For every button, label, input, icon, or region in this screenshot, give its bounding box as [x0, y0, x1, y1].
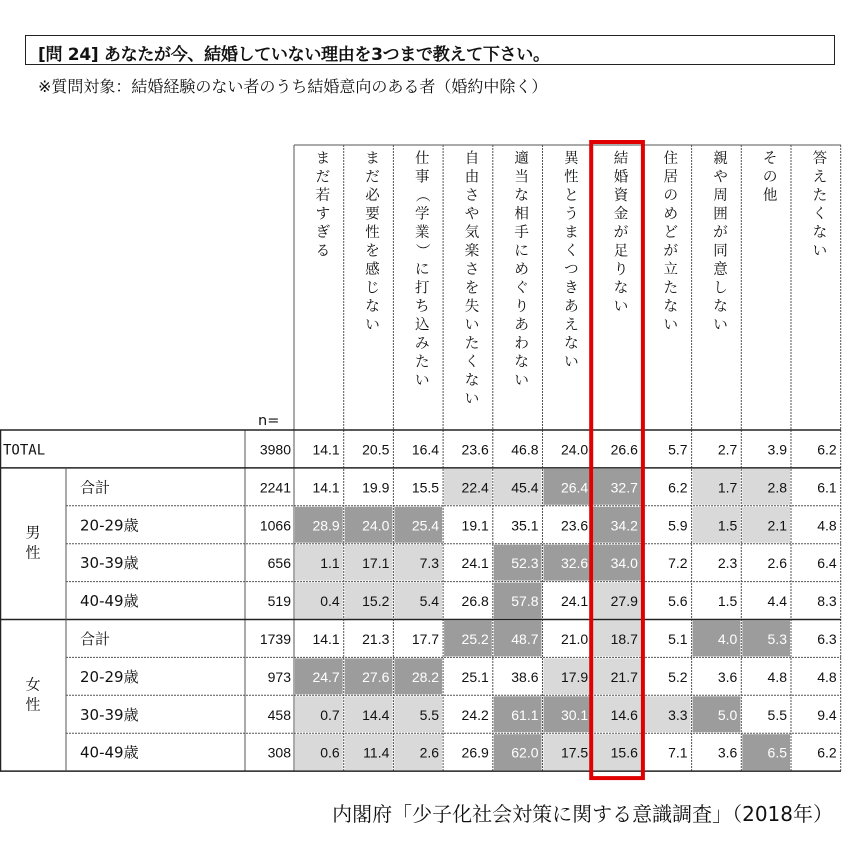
table-cell-value: 5.4 [419, 593, 440, 610]
column-header-char: な [365, 299, 380, 315]
table-cell-value: 8.3 [817, 593, 837, 610]
column-header-char: そ [762, 151, 778, 167]
table-cell-value: 26.9 [461, 744, 489, 761]
column-header-char: な [713, 299, 728, 315]
row-n-value: 2241 [259, 479, 291, 496]
column-header-char: 打 [415, 280, 430, 297]
column-header-char: わ [514, 336, 529, 352]
table-cell-value: 5.2 [668, 668, 688, 685]
table-cell-value: 32.6 [560, 555, 589, 572]
column-header-char: 相 [514, 206, 529, 223]
subject-note: ※質問対象：結婚経験のない者のうち結婚意向のある者（婚約中除く） [38, 77, 548, 96]
column-header-char: 必 [365, 188, 380, 204]
table-cell-value: 25.1 [461, 668, 489, 685]
column-header-char: く [564, 243, 579, 260]
column-header-char: く [812, 206, 828, 223]
column-header-char: い [613, 299, 629, 315]
column-header-char: 自 [464, 151, 480, 167]
table-cell-value: 32.7 [610, 479, 638, 496]
row-n-value: 308 [267, 744, 291, 761]
table-cell-value: 3.9 [767, 441, 787, 458]
column-header-char: さ [464, 262, 480, 278]
column-header-char: が [663, 243, 678, 260]
column-header-char: 性 [365, 225, 380, 241]
column-header-char: な [564, 336, 579, 352]
table-cell-value: 48.7 [511, 630, 539, 647]
table-cell-value: 5.7 [668, 441, 688, 458]
column-header-char: め [514, 262, 529, 278]
table-cell-value: 14.1 [312, 630, 340, 647]
column-header-char: 異 [564, 151, 579, 167]
table-cell-value: 27.6 [362, 668, 390, 685]
table-cell-value: 28.2 [411, 668, 440, 685]
table-cell-value: 1.1 [320, 555, 340, 572]
table-cell-value: 24.1 [560, 593, 589, 610]
table-cell-value: 22.4 [461, 479, 489, 496]
column-header-char: あ [514, 317, 529, 334]
table-cell-value: 2.8 [767, 479, 787, 496]
table-cell-value: 0.6 [320, 744, 340, 761]
table-cell-value: 17.9 [560, 668, 589, 685]
column-header-char: あ [564, 299, 579, 315]
table-cell-value: 6.3 [817, 630, 837, 647]
table-cell-value: 17.5 [560, 744, 589, 761]
table-cell-value: 6.5 [767, 744, 787, 761]
column-header-char: や [713, 169, 728, 186]
column-header-char: に [415, 262, 430, 278]
group-label-char: 性 [25, 695, 41, 714]
table-cell-value: 28.9 [312, 517, 340, 534]
table-cell-value: 17.7 [411, 630, 440, 647]
table-cell-value: 5.3 [767, 630, 787, 647]
row-n-value: 1739 [259, 630, 291, 647]
column-header-char: だ [365, 169, 380, 186]
column-header-char: え [564, 317, 579, 334]
column-header-char: い [663, 317, 678, 334]
column-header-char: す [315, 206, 331, 223]
column-header-char: ぎ [315, 225, 331, 241]
table-cell-value: 6.1 [817, 479, 837, 496]
column-header-char: 手 [514, 225, 529, 241]
table-cell-value: 35.1 [511, 517, 539, 534]
table-cell-value: 21.3 [362, 630, 390, 647]
column-header-char: い [812, 243, 828, 260]
column-header-char: い [464, 391, 480, 408]
column-header-char: み [415, 336, 430, 352]
table-cell-value: 3.3 [668, 706, 688, 723]
table-cell-value: 45.4 [511, 479, 539, 496]
column-header-char: り [613, 262, 629, 278]
column-header-char: な [613, 280, 629, 297]
table-cell-value: 4.8 [767, 668, 787, 685]
row-label: 40-49歳 [80, 743, 139, 762]
table-cell-value: 2.6 [419, 744, 440, 761]
column-header-char: 囲 [713, 206, 728, 223]
table-cell-value: 6.4 [817, 555, 837, 572]
column-header-char: を [464, 280, 480, 297]
column-header-char: や [464, 206, 480, 223]
table-cell-value: 24.0 [362, 517, 390, 534]
table-cell-value: 34.2 [610, 517, 638, 534]
row-label: 20-29歳 [80, 516, 139, 535]
column-header-char: い [564, 354, 579, 371]
column-header-char: 学 [415, 206, 430, 223]
column-header-char: 答 [812, 151, 828, 167]
table-cell-value: 21.7 [610, 668, 638, 685]
column-header-char: き [564, 280, 579, 297]
table-cell-value: 46.8 [511, 441, 539, 458]
row-label: 30-39歳 [80, 705, 139, 724]
column-header-char: ど [663, 225, 678, 241]
column-header-char: 要 [365, 206, 380, 223]
row-label: 20-29歳 [80, 667, 139, 686]
column-header-char: 周 [713, 188, 728, 204]
column-header-char: だ [315, 169, 331, 186]
column-header-char: 金 [613, 206, 629, 223]
group-label-char: 女 [25, 675, 41, 694]
column-header-char: を [365, 243, 380, 260]
table-cell-value: 24.0 [560, 441, 589, 458]
row-n-value: 3980 [259, 441, 291, 458]
column-header-char: え [812, 169, 828, 186]
table-cell-value: 4.0 [717, 630, 738, 647]
table-cell-value: 20.5 [362, 441, 390, 458]
column-header-char: 事 [415, 169, 430, 186]
column-header-char: に [514, 243, 529, 260]
table-cell-value: 15.5 [411, 479, 440, 496]
column-header-char: い [415, 373, 430, 389]
table-cell-value: 0.7 [320, 706, 340, 723]
column-header-char: 仕 [415, 151, 430, 167]
column-header-char: つ [564, 262, 579, 278]
row-n-value: 519 [267, 593, 291, 610]
row-label-total: TOTAL [3, 442, 46, 459]
column-header-char: な [663, 299, 678, 315]
column-header-char: ま [315, 151, 331, 167]
column-header-char: な [514, 188, 529, 204]
table-cell-value: 26.4 [560, 479, 589, 496]
table-cell-value: 25.4 [411, 517, 440, 534]
column-header-char: 足 [613, 243, 629, 260]
table-cell-value: 2.1 [767, 517, 787, 534]
row-label: 合計 [80, 629, 111, 648]
table-cell-value: 6.2 [668, 479, 688, 496]
column-header-char: 由 [464, 169, 480, 186]
column-header-char: い [713, 317, 728, 334]
table-cell-value: 5.0 [717, 706, 738, 723]
group-label-char: 男 [25, 523, 41, 542]
column-header-char: 適 [514, 151, 529, 167]
table-cell-value: 1.7 [717, 479, 738, 496]
column-header-char: と [564, 188, 579, 204]
table-cell-value: 24.2 [461, 706, 489, 723]
table-cell-value: 17.1 [362, 555, 390, 572]
column-header-char: る [315, 243, 331, 260]
column-header-char: 同 [713, 243, 728, 260]
table-cell-value: 19.1 [461, 517, 489, 534]
column-header-char: が [713, 225, 728, 241]
column-header-char: 楽 [464, 243, 480, 260]
table-cell-value: 4.8 [817, 517, 837, 534]
column-header-char: 他 [762, 188, 778, 204]
column-header-char: 業 [415, 225, 430, 241]
column-header-char: 性 [564, 169, 579, 186]
column-header-char: 気 [464, 225, 480, 241]
column-header-char: 婚 [613, 169, 629, 186]
column-header-char: し [713, 280, 728, 297]
column-header-char: の [762, 169, 778, 186]
table-cell-value: 1.5 [717, 593, 738, 610]
table-cell-value: 16.4 [411, 441, 440, 458]
table-cell-value: 34.0 [610, 555, 638, 572]
row-n-value: 1066 [259, 517, 291, 534]
column-header-char: じ [365, 280, 380, 297]
column-header-char: の [663, 188, 678, 204]
table-cell-value: 21.0 [560, 630, 589, 647]
table-cell-value: 2.7 [717, 441, 738, 458]
table-cell-value: 5.6 [668, 593, 688, 610]
column-header-char: ぐ [514, 280, 529, 297]
column-header-char: た [812, 188, 828, 204]
row-n-value: 656 [267, 555, 291, 572]
table-cell-value: 27.9 [610, 593, 638, 610]
column-header-char: 失 [464, 299, 480, 315]
table-cell-value: 7.3 [419, 555, 440, 572]
table-cell-value: 3.6 [717, 668, 738, 685]
table-cell-value: 14.4 [362, 706, 390, 723]
table-cell-value: 11.4 [363, 744, 390, 761]
table-cell-value: 14.1 [312, 479, 340, 496]
column-header-char: な [812, 225, 828, 241]
column-header-char: 結 [613, 151, 629, 167]
column-header-char: い [514, 373, 529, 389]
table-cell-value: 24.7 [312, 668, 340, 685]
row-n-value: 458 [267, 706, 291, 723]
table-cell-value: 24.1 [461, 555, 489, 572]
table-cell-value: 18.7 [610, 630, 638, 647]
table-cell-value: 23.6 [461, 441, 489, 458]
column-header-char: め [663, 206, 678, 223]
table-cell-value: 9.4 [817, 706, 837, 723]
column-header-char: た [415, 354, 430, 371]
column-header-char: が [613, 225, 629, 241]
row-label: 40-49歳 [80, 592, 139, 611]
column-header-char: ） [413, 243, 430, 258]
column-header-char: た [464, 336, 480, 352]
column-header-char: 居 [663, 169, 678, 186]
column-header-char: 資 [613, 188, 629, 204]
column-header-char: （ [413, 187, 430, 203]
group-label-char: 性 [25, 543, 41, 562]
table-cell-value: 5.1 [668, 630, 688, 647]
table-cell-value: 3.6 [717, 744, 738, 761]
column-header-char: ま [564, 225, 579, 241]
column-header-char: い [365, 317, 380, 334]
column-header-char: 当 [514, 169, 529, 186]
table-cell-value: 26.8 [461, 593, 489, 610]
table-cell-value: 14.6 [610, 706, 638, 723]
column-header-char: ま [365, 151, 380, 167]
table-cell-value: 5.9 [668, 517, 688, 534]
table-cell-value: 19.9 [362, 479, 390, 496]
table-cell-value: 4.4 [767, 593, 787, 610]
table-cell-value: 14.1 [312, 441, 340, 458]
column-header-char: 意 [713, 262, 728, 278]
column-header-char: く [464, 354, 480, 371]
table-cell-value: 7.1 [668, 744, 688, 761]
column-header-char: 込 [415, 317, 430, 334]
table-cell-value: 6.2 [817, 441, 837, 458]
table-cell-value: 15.6 [610, 744, 638, 761]
column-header-char: う [564, 206, 579, 223]
column-header-char: 若 [315, 188, 331, 204]
row-n-value: 973 [267, 668, 291, 685]
column-header-char: 感 [365, 262, 380, 278]
column-header-char: 住 [663, 151, 678, 167]
table-cell-value: 2.6 [767, 555, 787, 572]
table-cell-value: 61.1 [511, 706, 539, 723]
question-text: [問 24] あなたが今、結婚していない理由を3つまで教えて下さい。 [38, 45, 550, 65]
table-cell-value: 62.0 [511, 744, 539, 761]
table-cell-value: 52.3 [511, 555, 539, 572]
table-cell-value: 1.5 [717, 517, 738, 534]
column-header-char: な [464, 373, 480, 389]
table-cell-value: 5.5 [767, 706, 787, 723]
table-cell-value: 7.2 [668, 555, 688, 572]
row-label: 30-39歳 [80, 554, 139, 573]
column-header-char: た [663, 280, 678, 297]
column-header-char: 立 [663, 262, 678, 278]
table-cell-value: 2.3 [717, 555, 738, 572]
source-note: 内閣府「少子化社会対策に関する意識調査」（2018年） [332, 802, 833, 826]
table-cell-value: 0.4 [320, 593, 340, 610]
row-label: 合計 [80, 478, 111, 497]
n-label: n= [258, 413, 280, 429]
column-header-char: さ [464, 188, 480, 204]
table-cell-value: 57.8 [511, 593, 539, 610]
column-header-char: い [464, 317, 480, 334]
table-cell-value: 25.2 [461, 630, 489, 647]
table-cell-value: 30.1 [560, 706, 589, 723]
column-header-char: ち [415, 299, 430, 315]
column-header-char: り [514, 299, 529, 315]
table-cell-value: 15.2 [362, 593, 390, 610]
table-cell-value: 4.8 [817, 668, 837, 685]
table-cell-value: 6.2 [817, 744, 837, 761]
column-header-char: 親 [713, 151, 728, 167]
table-cell-value: 26.6 [610, 441, 638, 458]
table-cell-value: 5.5 [419, 706, 440, 723]
table-cell-value: 23.6 [560, 517, 589, 534]
table-cell-value: 38.6 [511, 668, 539, 685]
column-header-char: な [514, 354, 529, 371]
